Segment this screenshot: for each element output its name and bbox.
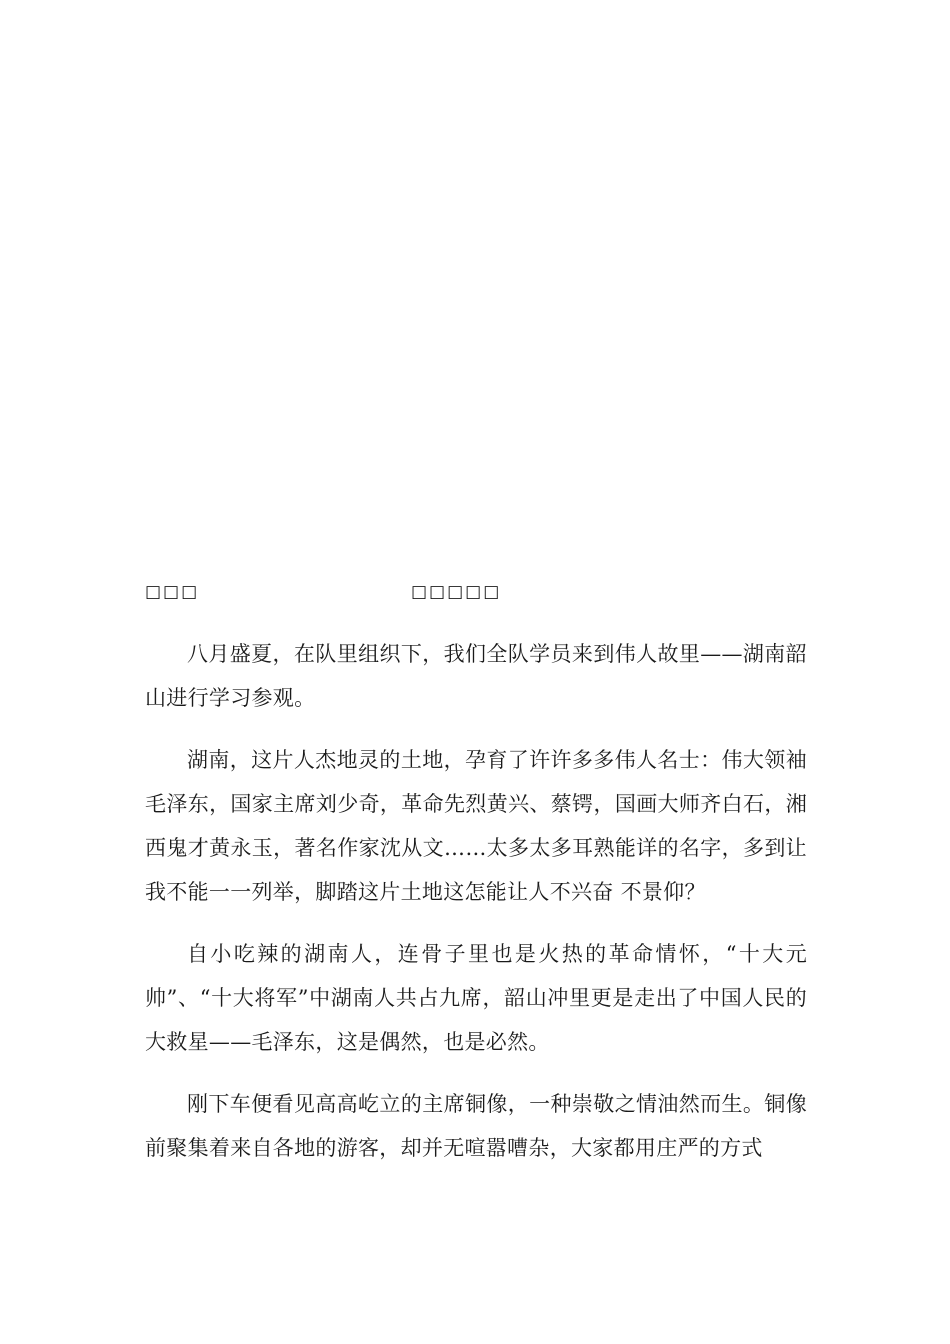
document-body [145,632,807,1188]
paragraph: 八月盛夏，在队里组织下，我们全队学员来到伟人故里——湖南韶山进行学习参观。 [145,642,807,710]
paragraph: 湖南，这片人杰地灵的土地，孕育了许许多多伟人名士：伟大领袖毛泽东，国家主席刘少奇，革命先烈黄兴、蔡锷，国画大师齐白石，湘西鬼才黄永玉，著名作家沈从文……太多太多耳熟能详的名字，多到让我不能一一列举，脚踏这片土地这怎能让人不兴奋 不景仰？ [145,748,807,904]
document-header [145,582,805,606]
paragraph: 刚下车便看见高高屹立的主席铜像，一种崇敬之情油然而生。铜像前聚集着来自各地的游客，却并无喧嚣嘈杂，大家都用庄严的方式 [145,1092,807,1160]
header-left-text: □□□ [145,582,200,602]
header-right-text: □□□□□ [411,582,502,602]
paragraph: 自小吃辣的湖南人，连骨子里也是火热的革命情怀，“十大元帅”、“十大将军”中湖南人共占九席，韶山冲里更是走出了中国人民的大救星——毛泽东，这是偶然，也是必然。 [145,942,807,1054]
